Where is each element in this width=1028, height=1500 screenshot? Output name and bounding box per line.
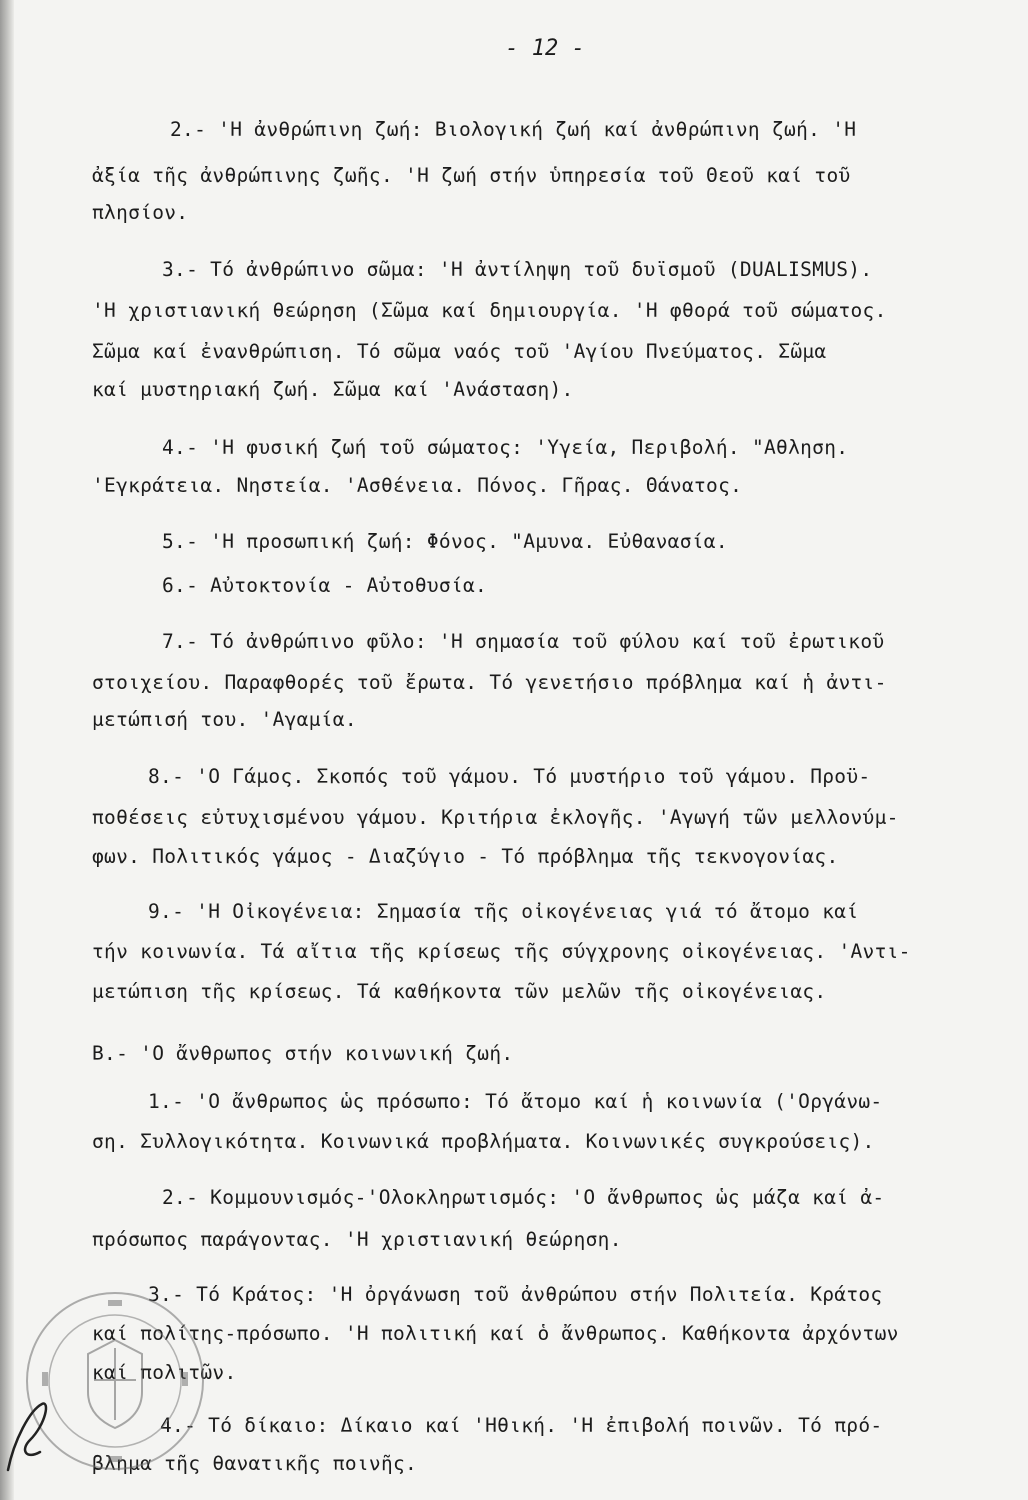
text-line: βλημα τῆς θανατικῆς ποινῆς. [92, 1452, 418, 1475]
text-line: 9.- 'Η Οἰκογένεια: Σημασία τῆς οἰκογένειας γιά τό ἄτομο καί [148, 900, 859, 923]
text-line: 6.- Αὐτοκτονία - Αὐτοθυσία. [162, 574, 488, 597]
text-line: ση. Συλλογικότητα. Κοινωνικά προβλήματα. Κοινωνικές συγκρούσεις). [92, 1130, 875, 1153]
text-line: 8.- 'Ο Γάμος. Σκοπός τοῦ γάμου. Τό μυστήριο τοῦ γάμου. Προϋ- [148, 765, 871, 788]
text-line: 3.- Τό ἀνθρώπινο σῶμα: 'Η ἀντίληψη τοῦ δυϊσμοῦ (DUALISMUS). [162, 258, 873, 281]
text-line: 2.- Κομμουνισμός-'Ολοκληρωτισμός: 'Ο ἄνθρωπος ὡς μάζα καί ἀ- [162, 1186, 885, 1209]
text-line: Σῶμα καί ἐνανθρώπιση. Τό σῶμα ναός τοῦ 'Αγίου Πνεύματος. Σῶμα [92, 340, 827, 363]
text-line: 4.- 'Η φυσική ζωή τοῦ σώματος: 'Υγεία, Περιβολή. "Αθληση. [162, 436, 849, 459]
page-number: - 12 - [505, 36, 585, 61]
text-line: 7.- Τό ἀνθρώπινο φῦλο: 'Η σημασία τοῦ φύλου καί τοῦ ἐρωτικοῦ [162, 630, 885, 653]
text-line: 4.- Τό δίκαιο: Δίκαιο καί 'Ηθική. 'Η ἐπιβολή ποινῶν. Τό πρό- [160, 1414, 883, 1437]
text-line: μετώπιση τῆς κρίσεως. Τά καθήκοντα τῶν μελῶν τῆς οἰκογένειας. [92, 980, 827, 1003]
text-line: 'Η χριστιανική θεώρηση (Σῶμα καί δημιουργία. 'Η φθορά τοῦ σώματος. [92, 299, 887, 322]
text-line: καί μυστηριακή ζωή. Σῶμα καί 'Ανάσταση). [92, 378, 574, 401]
text-line: τήν κοινωνία. Τά αἴτια τῆς κρίσεως τῆς σύγχρονης οἰκογένειας. 'Αντι- [92, 940, 911, 963]
text-line: ποθέσεις εὐτυχισμένου γάμου. Κριτήρια ἐκλογῆς. 'Αγωγή τῶν μελλονύμ- [92, 806, 899, 829]
text-line: 2.- 'Η ἀνθρώπινη ζωή: Βιολογική ζωή καί ἀνθρώπινη ζωή. 'Η [170, 118, 857, 141]
text-line: πρόσωπος παράγοντας. 'Η χριστιανική θεώρηση. [92, 1228, 622, 1251]
text-line: 1.- 'Ο ἄνθρωπος ὡς πρόσωπο: Τό ἄτομο καί ἡ κοινωνία ('Οργάνω- [148, 1090, 883, 1113]
text-line: φων. Πολιτικός γάμος - Διαζύγιο - Τό πρόβλημα τῆς τεκνογονίας. [92, 845, 839, 868]
section-heading: Β.- 'Ο ἄνθρωπος στήν κοινωνική ζωή. [92, 1042, 514, 1065]
text-line: πλησίον. [92, 201, 189, 224]
handwritten-signature [0, 1390, 60, 1480]
text-line: ἀξία τῆς ἀνθρώπινης ζωῆς. 'Η ζωή στήν ὑπηρεσία τοῦ Θεοῦ καί τοῦ [92, 164, 851, 187]
text-line: καί πολίτης-πρόσωπο. 'Η πολιτική καί ὁ ἄνθρωπος. Καθήκοντα ἀρχόντων [92, 1322, 899, 1345]
text-line: 5.- 'Η προσωπική ζωή: Φόνος. "Αμυνα. Εὐθανασία. [162, 530, 728, 553]
text-line: στοιχείου. Παραφθορές τοῦ ἔρωτα. Τό γενετήσιο πρόβλημα καί ἡ ἀντι- [92, 671, 887, 694]
text-line: 'Εγκράτεια. Νηστεία. 'Ασθένεια. Πόνος. Γῆρας. Θάνατος. [92, 474, 743, 497]
text-line: καί πολιτῶν. [92, 1361, 237, 1384]
text-line: μετώπισή του. 'Αγαμία. [92, 708, 357, 731]
text-line: 3.- Τό Κράτος: 'Η ὀργάνωση τοῦ ἀνθρώπου στήν Πολιτεία. Κράτος [148, 1283, 883, 1306]
